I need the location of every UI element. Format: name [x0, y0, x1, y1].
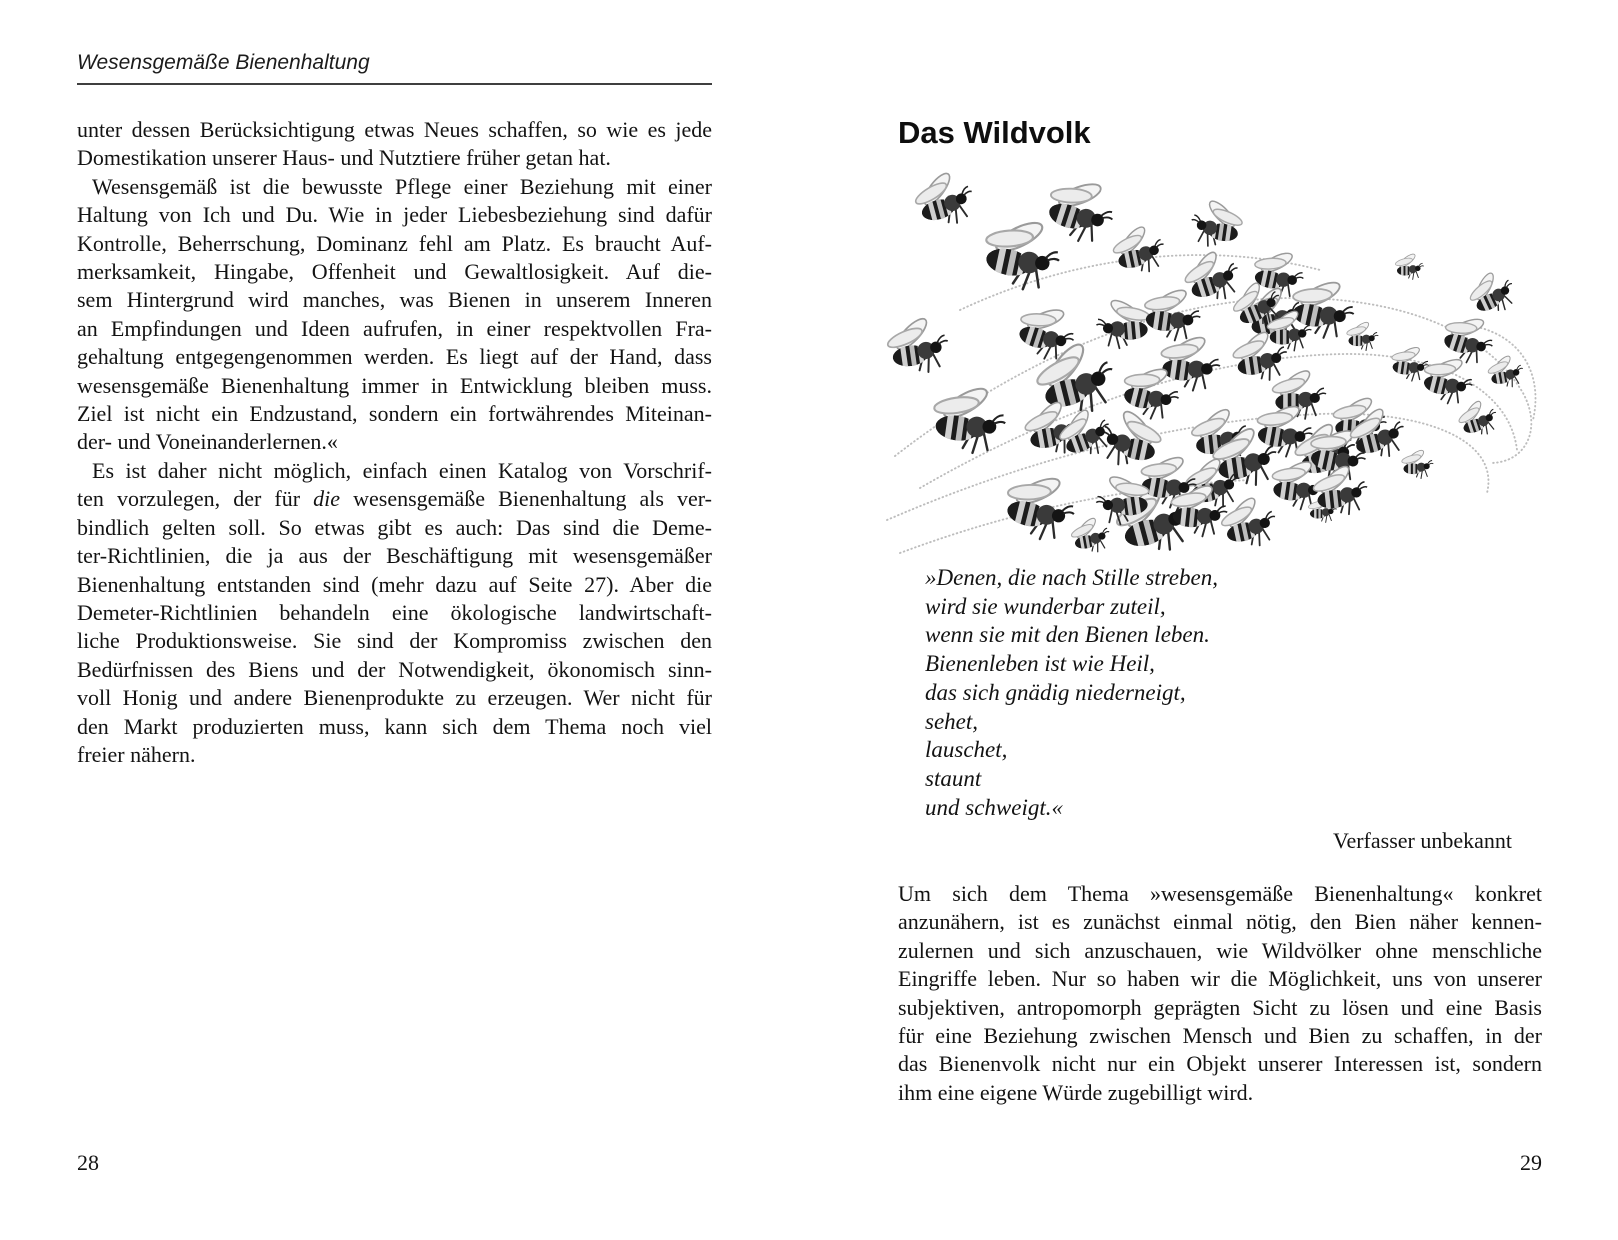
bee-swarm [883, 164, 1526, 561]
text-line: voll Honig und andere Bienenprodukte zu erzeugen. Wer nicht für [77, 685, 712, 711]
bee-icon [883, 311, 952, 377]
text-line: ten vorzulegen, der für die wesensgemäße Bienenhaltung als ver- [77, 486, 713, 512]
text-line: Es ist daher nicht möglich, einfach einen Katalog von Vorschrif- [92, 457, 712, 483]
text-line: gehaltung entgegengenommen werden. Es liegt auf der Hand, dass [77, 344, 712, 370]
right-page-body-text [898, 880, 1542, 1107]
bee-icon [927, 377, 1010, 457]
text-line: Domestikation unserer Haus- und Nutztiere früher getan hat. [77, 145, 611, 171]
text-line: Eingriffe leben. Nur so haben wir die Möglichkeit, uns von unserer [898, 966, 1542, 992]
poem-attribution: Verfasser unbekannt [1333, 828, 1512, 853]
bee-icon [1177, 243, 1245, 309]
text-line: zulernen und sich anzuschauen, wie Wildvölker ohne menschliche [898, 937, 1542, 963]
bee-icon [1038, 167, 1122, 249]
text-line: ihm eine eigene Würde zugebilligt wird. [898, 1079, 1254, 1105]
text-line: Demeter-Richtlinien behandeln eine ökologische landwirtschaft- [77, 599, 712, 625]
page-number-left: 28 [77, 1150, 99, 1175]
bee-icon [908, 164, 978, 232]
text-line: das Bienenvolk nicht nur ein Objekt unserer Interessen ist, sondern [898, 1051, 1542, 1077]
text-line: das sich gnädig niederneigt, [925, 679, 1186, 705]
text-line: Bienenhaltung entstanden sind (mehr dazu auf Seite 27). Aber die [77, 571, 712, 597]
bee-icon [1462, 264, 1521, 322]
bee-icon [1401, 448, 1433, 479]
text-line: den Markt produzierten muss, kann sich dem Thema noch viel [77, 713, 712, 739]
text-line: freier nähern. [77, 741, 196, 767]
text-line: wenn sie mit den Bienen leben. [925, 622, 1210, 648]
text-line: staunt [925, 765, 982, 791]
bee-icon [1095, 403, 1167, 473]
text-line: und schweigt.« [925, 794, 1063, 820]
text-line: an Empfindungen und Ideen aufrufen, in einer respektvollen Fra- [77, 315, 712, 341]
text-line: bindlich gelten soll. So etwas gibt es auch: Das sind die Deme- [77, 514, 712, 540]
bee-icon [1395, 252, 1424, 279]
bee-icon [1216, 490, 1281, 552]
bee-icon [976, 207, 1067, 295]
page-number-right: 29 [1520, 1150, 1542, 1175]
bee-icon [1436, 306, 1500, 368]
text-line: Wesensgemäß ist die bewusste Pflege einer Beziehung mit einer [92, 173, 712, 199]
bee-icon [1188, 195, 1246, 251]
bee-icon [1346, 320, 1378, 351]
text-line: liche Produktionsweise. Sie sind der Kompromiss zwischen den [77, 628, 712, 654]
text-line: sem Hintergrund wird manches, was Bienen in unserem Inneren [77, 287, 712, 313]
text-line: wird sie wunderbar zuteil, [925, 593, 1166, 619]
text-line: der- und Voneinanderlernen.« [77, 429, 338, 455]
text-line: wesensgemäße Bienenhaltung immer in Entwicklung bleiben muss. [77, 372, 712, 398]
text-line: ter-Richtlinien, die ja aus der Beschäftigung mit wesensgemäßer [77, 543, 712, 569]
text-line: für eine Beziehung zwischen Mensch und Bien zu schaffen, in der [898, 1023, 1542, 1049]
text-line: subjektiven, antropomorph geprägten Sicht zu lösen und eine Basis [898, 994, 1542, 1020]
text-line: Ziel ist nicht ein Endzustand, sondern ein fortwährendes Miteinan- [77, 401, 712, 427]
text-line: lauschet, [925, 737, 1008, 763]
bee-icon [1108, 220, 1169, 279]
text-line: Bedürfnissen des Biens und der Notwendigkeit, ökonomisch sinn- [77, 656, 712, 682]
paragraph [77, 173, 712, 457]
flight-trails [887, 255, 1536, 553]
text-line: Bienenleben ist wie Heil, [925, 651, 1155, 677]
text-line: sehet, [925, 708, 979, 734]
text-line: Kontrolle, Beherrschung, Dominanz fehl am Platz. Es braucht Auf- [77, 230, 712, 256]
bee-swarm-illustration [875, 158, 1565, 563]
poem [925, 564, 1405, 822]
bee-icon [1485, 351, 1526, 390]
running-header: Wesensgemäße Bienenhaltung [77, 51, 370, 74]
text-line: »Denen, die nach Stille streben, [925, 565, 1218, 590]
paragraph [77, 116, 712, 173]
bee-icon [1388, 341, 1432, 383]
text-line: anzunähern, ist es zunächst einmal nötig, den Bien näher kennen- [898, 909, 1542, 935]
paragraph [77, 457, 712, 769]
text-line: unter dessen Berücksichtigung etwas Neues schaffen, so wie es jede [77, 117, 712, 142]
text-line: merksamkeit, Hingabe, Offenheit und Gewaltlosigkeit. Auf die- [77, 259, 712, 285]
text-line: Haltung von Ich und Du. Wie in jeder Liebesbeziehung sind dafür [77, 202, 712, 228]
running-header-rule [77, 83, 712, 85]
bee-icon [1453, 394, 1501, 441]
left-page-body-text [77, 116, 712, 769]
text-line: Um sich dem Thema »wesensgemäße Bienenhaltung« konkret [898, 881, 1542, 906]
chapter-title: Das Wildvolk [898, 115, 1091, 150]
bee-icon [997, 463, 1082, 545]
bee-icon [1155, 328, 1224, 394]
bee-icon [1068, 513, 1113, 556]
